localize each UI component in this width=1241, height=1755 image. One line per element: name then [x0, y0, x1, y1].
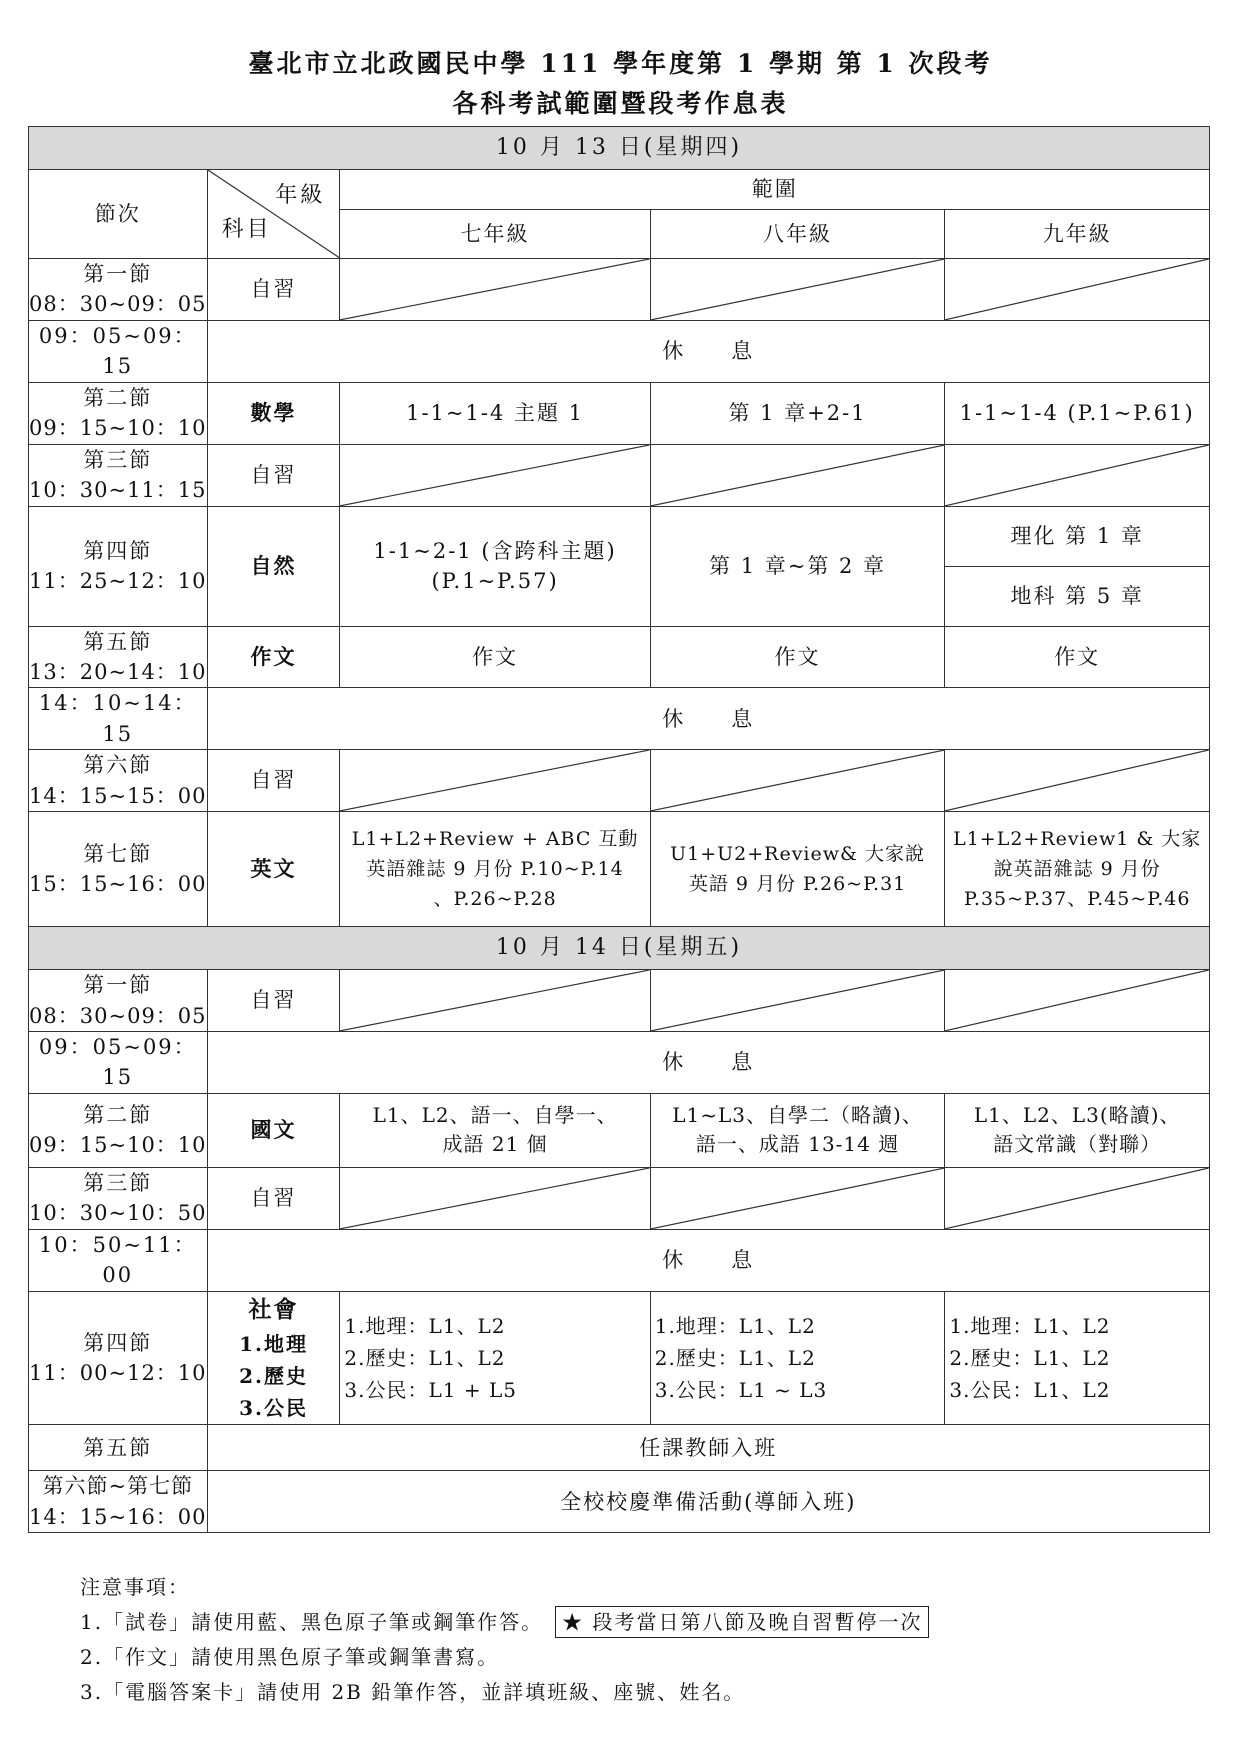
- range-g7: [340, 506, 650, 626]
- period-time: 09：15~10：10: [29, 1133, 207, 1158]
- break-time: 10：50~11：00: [29, 1229, 208, 1291]
- range-line: 語文常識（對聯）: [993, 1132, 1162, 1157]
- break-text: 休 息: [207, 1229, 1209, 1291]
- range-line: 語一、成語 13-14 週: [695, 1132, 900, 1157]
- range-g8: 第 1 章~第 2 章: [650, 506, 945, 626]
- range-line: L1+L2+Review1 & 大家: [953, 827, 1202, 850]
- subject-line: 2.歷史: [239, 1364, 308, 1389]
- range-line: 英語 9 月份 P.26~P.31: [688, 873, 907, 896]
- range-g9: [945, 1291, 1210, 1425]
- period-time: 14：15~16：00: [29, 1504, 207, 1529]
- empty-slash-cell: [650, 444, 945, 506]
- range-line: 2.歷史：L1、L2: [344, 1346, 506, 1371]
- range-g9: [945, 812, 1210, 927]
- range-g9: 作文: [945, 626, 1210, 688]
- empty-slash-cell: [340, 750, 650, 812]
- period-cell: [29, 382, 208, 444]
- period-cell: [29, 970, 208, 1032]
- break-time: 09：05~09：15: [29, 320, 208, 382]
- range-g8: 作文: [650, 626, 945, 688]
- subject-line: 3.公民: [239, 1396, 308, 1421]
- range-line: 說英語雜誌 9 月份: [993, 857, 1161, 880]
- range-line: 3.公民：L1 + L5: [344, 1378, 517, 1403]
- empty-slash-cell: [650, 970, 945, 1032]
- empty-slash-cell: [945, 259, 1210, 321]
- subject-cell: 數學: [207, 382, 340, 444]
- empty-slash-cell: [340, 970, 650, 1032]
- range-g7: [340, 1093, 650, 1167]
- empty-slash-cell: [945, 750, 1210, 812]
- range-line: L1~L3、自學二（略讀)、: [672, 1103, 923, 1128]
- empty-slash-cell: [945, 1167, 1210, 1229]
- range-g7: [340, 812, 650, 927]
- header-corner-cell: [207, 170, 340, 259]
- range-line: 1.地理：L1、L2: [654, 1314, 816, 1339]
- header-subject: 科目: [221, 217, 272, 243]
- subject-cell: 作文: [207, 626, 340, 688]
- empty-slash-cell: [340, 444, 650, 506]
- day2-break1-row: [29, 1032, 1210, 1094]
- note-item-1: [80, 1605, 929, 1640]
- period-time: 10：30~10：50: [29, 1201, 207, 1226]
- day2-period1-row: [29, 970, 1210, 1032]
- period5-activity: 任課教師入班: [207, 1425, 1209, 1471]
- notes-section: [80, 1570, 929, 1710]
- period-label: 第五節: [29, 1425, 208, 1471]
- star-notice-box: ★ 段考當日第八節及晚自習暫停一次: [555, 1606, 929, 1638]
- header-g8: 八年級: [650, 210, 945, 259]
- subject-cell: 自習: [207, 750, 340, 812]
- period-cell: [29, 1167, 208, 1229]
- range-g9-physics: 理化 第 1 章: [945, 506, 1210, 566]
- document-subtitle: 各科考試範圍暨段考作息表: [452, 89, 789, 118]
- anniversary-activity: 全校校慶準備活動(導師入班): [207, 1471, 1209, 1533]
- period-label: 第三節: [83, 447, 153, 472]
- range-g8: 第 1 章+2-1: [650, 382, 945, 444]
- range-line: P.35~P.37、P.45~P.46: [963, 888, 1191, 911]
- day2-break2-row: [29, 1229, 1210, 1291]
- period-label: 第七節: [83, 841, 153, 866]
- range-line: 1-1~2-1 (含跨科主題): [373, 538, 617, 563]
- header-g9: 九年級: [945, 210, 1210, 259]
- period-time: 11：25~12：10: [29, 569, 207, 593]
- break-text: 休 息: [207, 688, 1209, 750]
- header-grade: 年級: [275, 183, 326, 208]
- period-time: 10：30~11：15: [29, 478, 207, 503]
- note-item-3: 3.「電腦答案卡」請使用 2B 鉛筆作答，並詳填班級、座號、姓名。: [80, 1680, 746, 1704]
- empty-slash-cell: [340, 1167, 650, 1229]
- note-text: 1.「試卷」請使用藍、黑色原子筆或鋼筆作答。: [80, 1610, 544, 1634]
- break-time: 09：05~09：15: [29, 1032, 208, 1094]
- range-line: (P.1~P.57): [431, 569, 559, 593]
- range-line: 2.歷史：L1、L2: [949, 1346, 1111, 1371]
- range-line: 3.公民：L1、L2: [949, 1378, 1111, 1403]
- subject-cell: 英文: [207, 812, 340, 927]
- range-g9-earthsci: 地科 第 5 章: [945, 566, 1210, 626]
- date-day1: 10 月 13 日(星期四): [29, 127, 1210, 170]
- subject-line: 1.地理: [239, 1332, 308, 1357]
- period-label: 第一節: [83, 262, 153, 286]
- period-label: 第三節: [83, 1170, 153, 1195]
- range-line: 、P.26~P.28: [433, 888, 557, 911]
- range-line: 1.地理：L1、L2: [949, 1314, 1111, 1339]
- range-line: 1.地理：L1、L2: [344, 1314, 506, 1339]
- period-label: 第二節: [83, 1102, 153, 1127]
- range-g7: 作文: [340, 626, 650, 688]
- period-cell: [29, 626, 208, 688]
- period-label: 第四節: [83, 538, 153, 563]
- period-cell: [29, 506, 208, 626]
- header-g7: 七年級: [340, 210, 650, 259]
- period-time: 11：00~12：10: [29, 1361, 207, 1386]
- period-time: 09：15~10：10: [29, 416, 207, 441]
- empty-slash-cell: [650, 259, 945, 321]
- date-day2: 10 月 14 日(星期五): [29, 927, 1210, 970]
- range-g9: [945, 1093, 1210, 1167]
- subject-cell-social: [207, 1291, 340, 1425]
- break-text: 休 息: [207, 320, 1209, 382]
- period-cell: [29, 750, 208, 812]
- subject-cell: 自習: [207, 259, 340, 321]
- period-cell: [29, 1471, 208, 1533]
- break-text: 休 息: [207, 1032, 1209, 1094]
- day1-period2-row: [29, 382, 1210, 444]
- range-g8: [650, 812, 945, 927]
- header-range: 範圍: [340, 170, 1210, 210]
- day2-period6-7-row: [29, 1471, 1210, 1533]
- range-line: 3.公民：L1 ~ L3: [654, 1378, 828, 1403]
- day2-period5-row: [29, 1425, 1210, 1471]
- range-line: L1、L2、語一、自學一、: [372, 1103, 618, 1128]
- day1-break2-row: [29, 688, 1210, 750]
- empty-slash-cell: [650, 1167, 945, 1229]
- day1-break1-row: [29, 320, 1210, 382]
- range-g9: 1-1~1-4 (P.1~P.61): [945, 382, 1210, 444]
- day2-period2-row: [29, 1093, 1210, 1167]
- range-line: 2.歷史：L1、L2: [654, 1346, 816, 1371]
- day1-period6-row: [29, 750, 1210, 812]
- period-time: 15：15~16：00: [29, 872, 207, 897]
- period-time: 08：30~09：05: [29, 1003, 207, 1028]
- range-line: U1+U2+Review& 大家說: [670, 842, 925, 865]
- day1-period4-row: [29, 506, 1210, 566]
- empty-slash-cell: [650, 750, 945, 812]
- day1-period7-row: [29, 812, 1210, 927]
- range-g8: [650, 1093, 945, 1167]
- range-line: 成語 21 個: [442, 1132, 548, 1157]
- period-label: 第六節~第七節: [42, 1474, 194, 1499]
- period-time: 14：15~15：00: [29, 783, 207, 808]
- period-cell: [29, 444, 208, 506]
- range-line: L1+L2+Review + ABC 互動: [351, 827, 639, 850]
- header-row: [29, 170, 1210, 210]
- range-g7: 1-1~1-4 主題 1: [340, 382, 650, 444]
- day2-period4-row: [29, 1291, 1210, 1425]
- period-cell: [29, 1093, 208, 1167]
- empty-slash-cell: [945, 444, 1210, 506]
- range-g8: [650, 1291, 945, 1425]
- range-line: L1、L2、L3(略讀)、: [973, 1103, 1181, 1128]
- day1-period3-row: [29, 444, 1210, 506]
- subject-cell: 自然: [207, 506, 340, 626]
- subject-cell: 自習: [207, 1167, 340, 1229]
- range-g7: [340, 1291, 650, 1425]
- empty-slash-cell: [340, 259, 650, 321]
- period-time: 13：20~14：10: [29, 659, 207, 684]
- empty-slash-cell: [945, 970, 1210, 1032]
- period-cell: [29, 1291, 208, 1425]
- day1-period5-row: [29, 626, 1210, 688]
- range-line: 英語雜誌 9 月份 P.10~P.14: [366, 857, 624, 880]
- notes-heading: 注意事項：: [80, 1575, 190, 1599]
- date-row-day1: [29, 127, 1210, 170]
- period-cell: [29, 259, 208, 321]
- subject-cell: 自習: [207, 970, 340, 1032]
- day1-period1-row: [29, 259, 1210, 321]
- note-item-2: 2.「作文」請使用黑色原子筆或鋼筆書寫。: [80, 1645, 500, 1669]
- exam-schedule-table: [28, 126, 1210, 1533]
- subject-line: 社會: [248, 1295, 299, 1323]
- subject-cell: 國文: [207, 1093, 340, 1167]
- header-period: 節次: [29, 170, 208, 259]
- period-label: 第六節: [83, 753, 153, 778]
- period-label: 第四節: [83, 1330, 153, 1355]
- period-label: 第五節: [83, 629, 153, 654]
- period-time: 08：30~09：05: [29, 292, 207, 317]
- period-label: 第一節: [83, 973, 153, 998]
- period-label: 第二節: [83, 385, 153, 410]
- date-row-day2: [29, 927, 1210, 970]
- document-title: 臺北市立北政國民中學 111 學年度第 1 學期 第 1 次段考: [248, 49, 993, 78]
- break-time: 14：10~14：15: [29, 688, 208, 750]
- subject-cell: 自習: [207, 444, 340, 506]
- day2-period3-row: [29, 1167, 1210, 1229]
- period-cell: [29, 812, 208, 927]
